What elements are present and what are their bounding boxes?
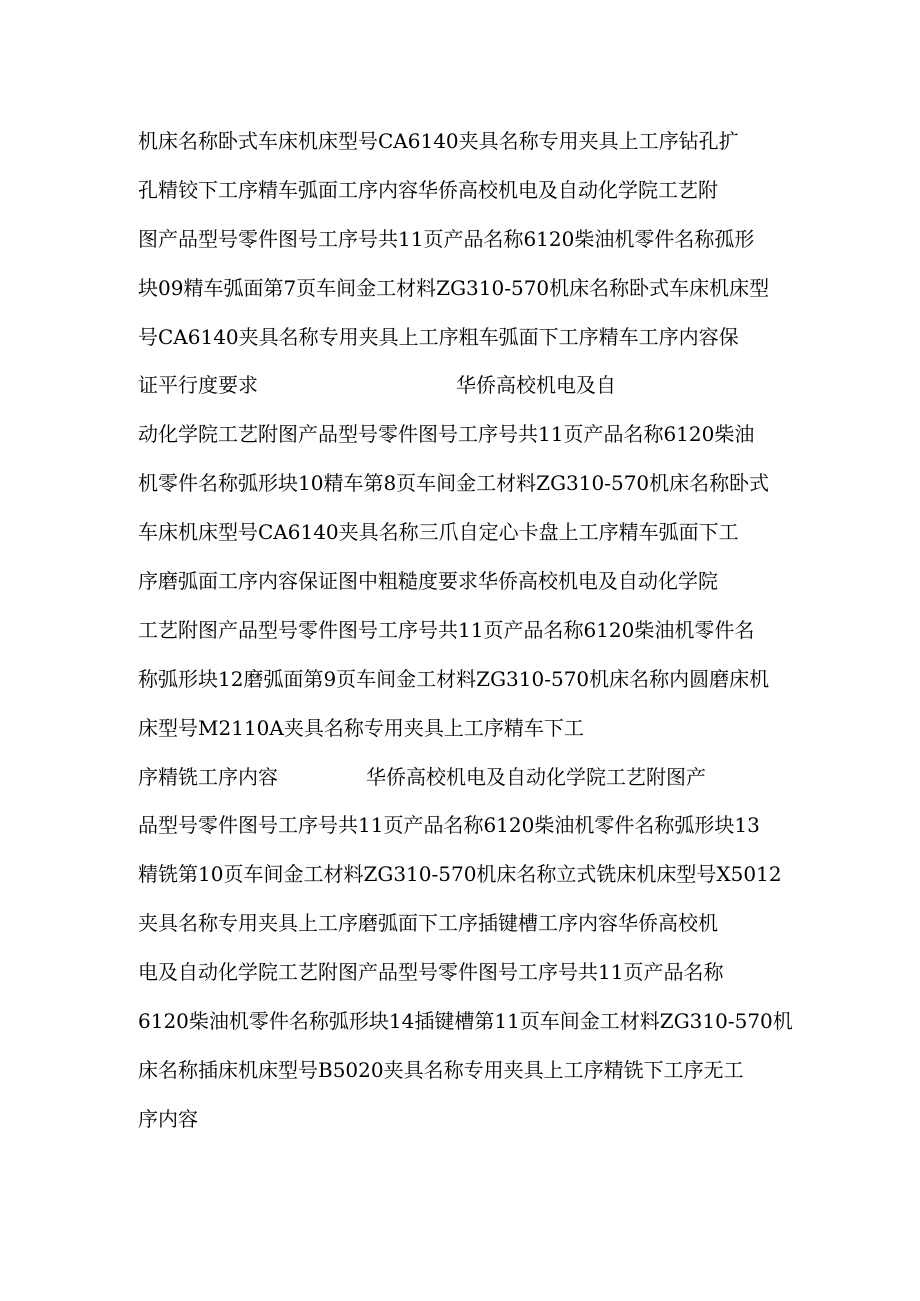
text-line: [138, 512, 798, 561]
text-line: [138, 757, 798, 806]
line-text: 华侨高校机电及自: [456, 373, 616, 398]
line-text: 电及自动化学院工艺附图产品型号零件图号工序号共11页产品名称: [138, 960, 724, 985]
line-text: 序磨弧面工序内容保证图中粗糙度要求华侨高校机电及自动化学院: [138, 569, 718, 594]
text-line: [138, 219, 798, 268]
text-line: [138, 268, 798, 317]
text-line: [138, 561, 798, 610]
text-line: [138, 903, 798, 952]
text-line: [138, 1001, 798, 1050]
line-text: 6120柴油机零件名称弧形块14插键槽第11页车间金工材料ZG310-570机: [138, 1009, 793, 1034]
line-text: 块09精车弧面第7页车间金工材料ZG310-570机床名称卧式车床机床型: [138, 275, 770, 300]
text-line: [138, 1050, 798, 1099]
line-text: 孔精铰下工序精车弧面工序内容华侨高校机电及自动化学院工艺附: [138, 177, 718, 202]
text-line: [138, 1099, 798, 1148]
text-line: [138, 854, 798, 903]
line-text: 序精铣工序内容: [138, 764, 278, 789]
line-text: 号CA6140夹具名称专用夹具上工序粗车弧面下工序精车工序内容保: [138, 324, 739, 349]
text-line: [138, 610, 798, 659]
line-text: 图产品型号零件图号工序号共11页产品名称6120柴油机零件名称孤形: [138, 226, 755, 251]
line-text: 夹具名称专用夹具上工序磨弧面下工序插键槽工序内容华侨高校机: [138, 911, 718, 936]
line-text: 序内容: [138, 1106, 198, 1131]
line-text: 证平行度要求: [138, 373, 258, 398]
body-text: [138, 121, 798, 1148]
line-text: 精铣第10页车间金工材料ZG310-570机床名称立式铣床机床型号X5012: [138, 862, 782, 887]
text-line: [138, 805, 798, 854]
text-line: [138, 659, 798, 708]
line-text: 品型号零件图号工序号共11页产品名称6120柴油机零件名称弧形块13: [138, 813, 760, 838]
line-text: 工艺附图产品型号零件图号工序号共11页产品名称6120柴油机零件名: [138, 617, 755, 642]
text-line: [138, 121, 798, 170]
text-line: [138, 414, 798, 463]
text-line: [138, 365, 798, 414]
text-line: [138, 708, 798, 757]
text-line: [138, 463, 798, 512]
line-text: 机床名称卧式车床机床型号CA6140夹具名称专用夹具上工序钻孔扩: [138, 129, 739, 153]
line-text: 称弧形块12磨弧面第9页车间金工材料ZG310-570机床名称内圆磨床机: [138, 666, 770, 691]
line-text: 床名称插床机床型号B5020夹具名称专用夹具上工序精铣下工序无工: [138, 1057, 744, 1082]
text-line: [138, 952, 798, 1001]
line-text: 机零件名称弧形块10精车第8页车间金工材料ZG310-570机床名称卧式: [138, 471, 770, 496]
line-text: 动化学院工艺附图产品型号零件图号工序号共11页产品名称6120柴油: [138, 422, 755, 447]
line-text: 华侨高校机电及自动化学院工艺附图产: [366, 764, 706, 789]
line-text: 床型号M2110A夹具名称专用夹具上工序精车下工: [138, 715, 584, 740]
line-text: 车床机床型号CA6140夹具名称三爪自定心卡盘上工序精车弧面下工: [138, 520, 739, 545]
text-line: [138, 317, 798, 366]
text-line: [138, 170, 798, 219]
